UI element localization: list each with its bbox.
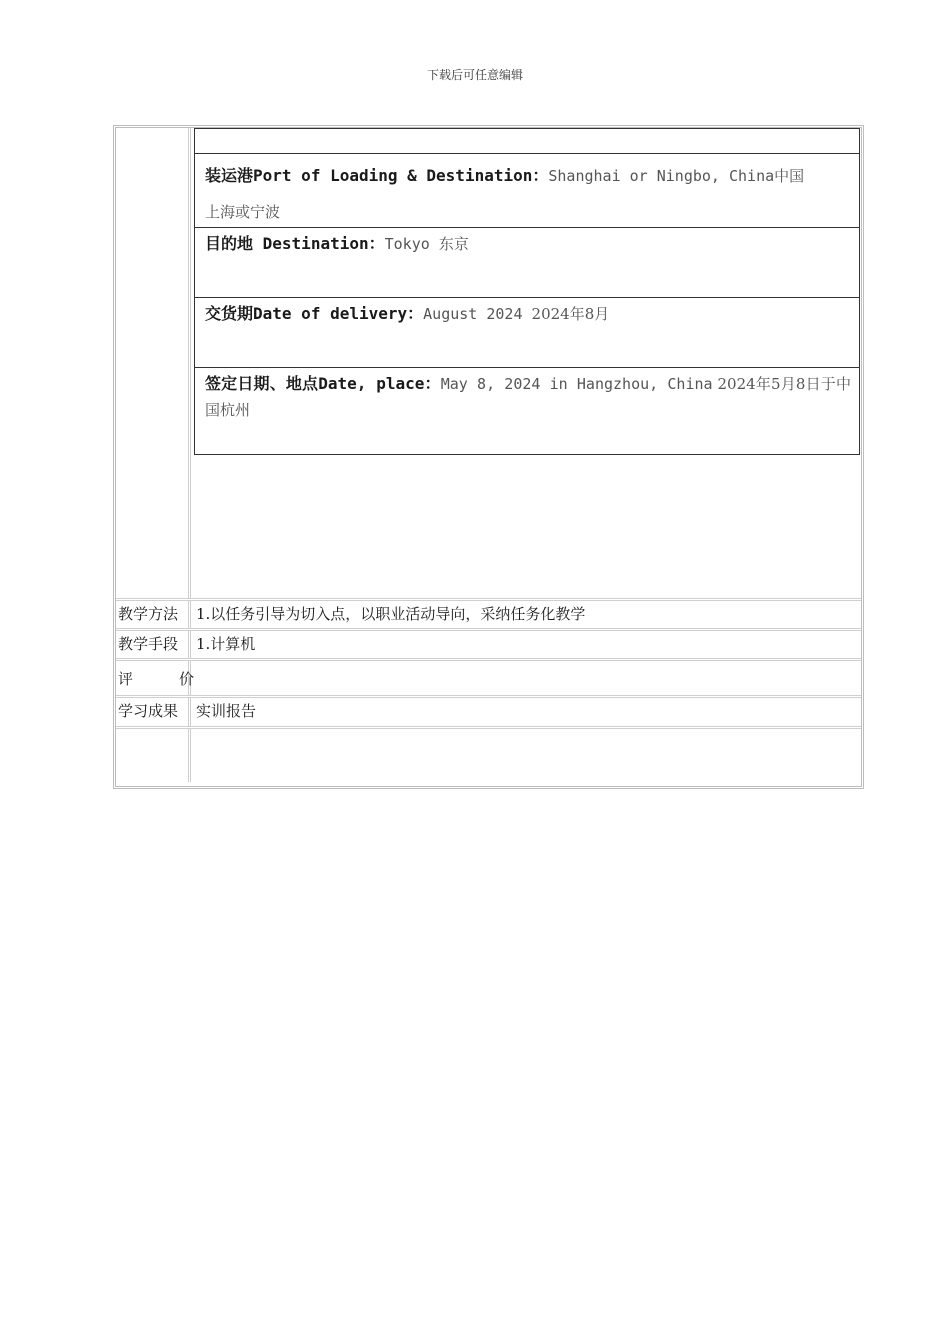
teaching-method-row <box>116 598 861 628</box>
empty-bottom-label <box>116 729 191 782</box>
empty-bottom-value <box>194 729 861 782</box>
port-value: Shanghai or Ningbo, China中国 上海或宁波 <box>205 167 805 221</box>
destination-label: 目的地 Destination： <box>205 234 385 253</box>
delivery-value: August 2024 2024年8月 <box>423 305 610 323</box>
left-column-cell <box>116 128 191 598</box>
teaching-means-value: 1.计算机 <box>196 635 256 653</box>
learning-outcome-value: 实训报告 <box>196 702 257 720</box>
signing-value: May 8, 2024 in Hangzhou, China 2024年5月8日于中国杭州 <box>205 375 851 419</box>
teaching-means-row <box>116 628 861 658</box>
signing-date-place-row <box>195 368 859 454</box>
teaching-method-label: 教学方法 <box>116 601 191 628</box>
delivery-row <box>195 298 859 368</box>
destination-value: Tokyo 东京 <box>384 235 469 253</box>
learning-outcome-row <box>116 695 861 726</box>
evaluation-row <box>116 658 861 695</box>
delivery-label: 交货期Date of delivery： <box>205 304 424 323</box>
teaching-method-value: 1.以任务引导为切入点，以职业活动导向，采纳任务化教学 <box>196 605 586 623</box>
port-of-loading-row <box>195 154 859 228</box>
destination-row <box>195 228 859 298</box>
port-label: 装运港Port of Loading & Destination： <box>205 166 549 185</box>
signing-label: 签定日期、地点Date, place： <box>205 374 441 393</box>
learning-outcome-label: 学习成果 <box>116 698 191 726</box>
empty-bottom-row <box>116 726 861 782</box>
contract-terms-table <box>194 128 860 455</box>
contract-empty-row <box>195 129 859 154</box>
evaluation-label: 评 价 <box>116 661 191 695</box>
evaluation-value <box>194 661 861 695</box>
teaching-means-label: 教学手段 <box>116 631 191 658</box>
page-header-note: 下载后可任意编辑 <box>426 68 523 82</box>
